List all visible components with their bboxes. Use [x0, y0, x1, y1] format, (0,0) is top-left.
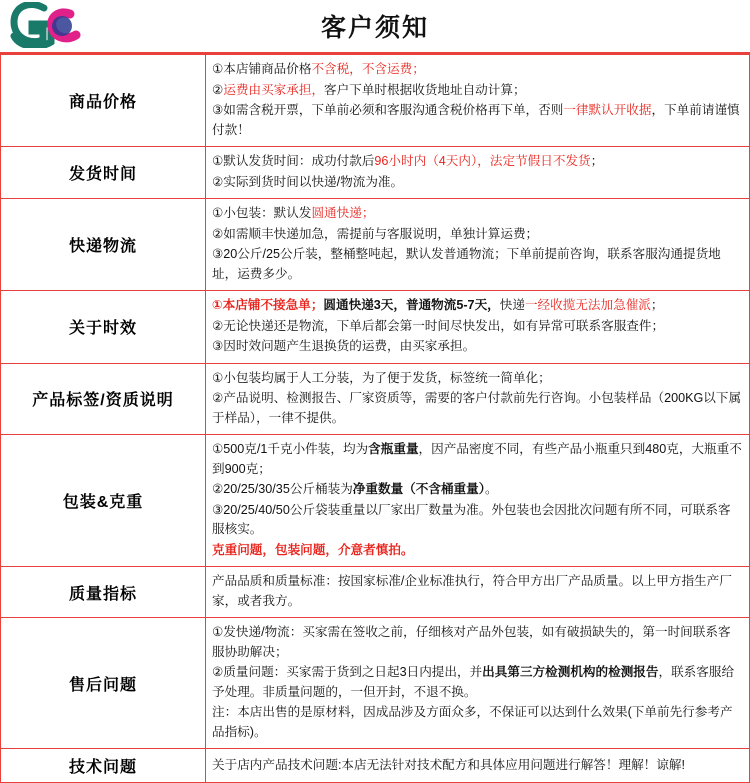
content-text: ①本店铺商品价格: [212, 62, 312, 76]
table-row: [1, 199, 750, 291]
content-line: [212, 756, 743, 776]
row-label: 发货时间: [1, 147, 206, 199]
content-text: 运费由买家承担，: [223, 82, 325, 97]
content-text: 出具第三方检测机构的检测报告: [482, 665, 659, 680]
row-label: 产品标签/资质说明: [1, 363, 206, 435]
content-text: ③20公斤/25公斤装，整桶整吨起，默认发普通物流；下单前提前咨询，联系客服沟通提货地址，运费多少。: [212, 247, 721, 281]
content-text: 圆通快递3天，普通物流5-7天，: [323, 298, 500, 313]
content-text: ①小包装：默认发: [212, 206, 312, 221]
content-text: ①本店铺不接急单；: [212, 298, 324, 313]
table-row: [1, 55, 750, 147]
row-content: [206, 567, 750, 618]
content-line: [212, 369, 743, 389]
content-text: ②如需顺丰快递加急，需提前与客服说明，单独计算运费；: [212, 226, 539, 241]
content-text: 含瓶重量: [368, 442, 419, 457]
content-text: ②20/25/30/35公斤桶装为: [212, 482, 353, 497]
content-text: 。: [485, 482, 498, 497]
content-text: 一律默认开收据: [563, 103, 652, 118]
content-text: ③20/25/40/50公斤袋装重量以厂家出厂数量为准。外包装也会因批次问题有所不同，可联系客服核实。: [212, 502, 731, 537]
content-line: [212, 152, 743, 172]
content-text: 净重数量（不含桶重量）: [352, 482, 486, 497]
table-row: [1, 749, 750, 783]
content-text: 注：本店出售的是原材料，因成品涉及方面众多，不保证可以达到什么效果(下单前先行参考产品指标)。: [212, 705, 733, 739]
content-text: ①发快递/物流：买家需在签收之前，仔细核对产品外包装，如有破损缺失的，第一时间联系客服协助解决；: [212, 625, 731, 659]
content-line: [212, 623, 743, 662]
table-row: [1, 618, 750, 749]
content-text: 快递: [499, 298, 525, 313]
row-label: 技术问题: [1, 749, 206, 783]
content-text: ③如需含税开票，下单前必须和客服沟通含税价格再下单，否则: [212, 103, 564, 118]
content-line: [212, 663, 743, 702]
content-text: ②: [212, 82, 224, 97]
content-text: 圆通快递；: [311, 206, 375, 221]
content-text: ，下单前请谨慎付款！: [212, 103, 740, 137]
content-text: ②无论快递还是物流，下单后都会第一时间尽快发出，如有异常可联系客服查件；: [212, 318, 665, 333]
row-label: 关于时效: [1, 291, 206, 364]
notice-table-body: [1, 55, 750, 783]
content-text: ，联系客服给予处理。非质量问题的，一但开封，不退不换。: [212, 665, 735, 699]
notice-table: [0, 54, 750, 783]
content-text: ①500克/1千克小件装，均为: [212, 442, 369, 457]
content-line: [212, 296, 743, 316]
content-text: 克重问题，包装问题，介意者慎拍。: [212, 542, 414, 557]
gc-logo-icon: [10, 2, 84, 48]
content-text: ；: [650, 298, 664, 313]
content-text: ②产品说明、检测报告、厂家资质等，需要的客户付款前先行咨询。小包装样品（200KG以下属于样品），一律不提供。: [212, 391, 742, 425]
content-line: [212, 317, 743, 337]
row-label: 包装&克重: [1, 435, 206, 567]
row-content: [206, 363, 750, 435]
row-content: [206, 749, 750, 783]
page-header: [0, 0, 750, 54]
content-line: [212, 204, 743, 224]
content-line: [212, 541, 743, 561]
content-line: [212, 572, 743, 611]
content-text: ②质量问题：买家需于货到之日起3日内提出，并: [212, 665, 483, 680]
row-content: [206, 291, 750, 364]
content-line: [212, 101, 743, 140]
content-line: [212, 501, 743, 540]
content-line: [212, 60, 743, 80]
content-line: [212, 225, 743, 245]
row-label: 质量指标: [1, 567, 206, 618]
content-text: 不含税，不含运费；: [311, 62, 425, 76]
content-text: ②实际到货时间以快递/物流为准。: [212, 174, 404, 189]
row-label: 商品价格: [1, 55, 206, 147]
content-text: 一经收揽无法加急催派: [524, 298, 651, 313]
content-text: ，因产品密度不同，有些产品小瓶重只到480克，大瓶重不到900克；: [212, 442, 742, 476]
row-content: [206, 147, 750, 199]
row-content: [206, 55, 750, 147]
content-text: 客户下单时根据收货地址自动计算；: [324, 82, 526, 97]
row-content: [206, 435, 750, 567]
table-row: [1, 147, 750, 199]
page-title: 客户须知: [320, 14, 429, 42]
content-line: [212, 480, 743, 500]
table-row: [1, 567, 750, 618]
content-line: [212, 81, 743, 101]
content-line: [212, 337, 743, 357]
table-row: [1, 435, 750, 567]
row-label: 售后问题: [1, 618, 206, 749]
content-text: 关于店内产品技术问题:本店无法针对技术配方和具体应用问题进行解答！理解！谅解!: [212, 757, 685, 772]
content-text: ①默认发货时间：成功付款后: [212, 154, 375, 169]
row-content: [206, 199, 750, 291]
content-text: ；: [590, 154, 604, 169]
content-text: ①小包装均属于人工分装，为了便于发货，标签统一简单化；: [212, 370, 551, 385]
content-line: [212, 389, 743, 428]
content-text: 产品品质和质量标准：按国家标准/企业标准执行，符合甲方出厂产品质量。以上甲方指生产厂家，或者我方。: [212, 574, 732, 608]
content-text: ③因时效问题产生退换货的运费，由买家承担。: [212, 339, 476, 354]
row-label: 快递物流: [1, 199, 206, 291]
row-content: [206, 618, 750, 749]
table-row: [1, 291, 750, 364]
content-line: [212, 703, 743, 742]
content-text: 96小时内（4天内），法定节假日不发货: [374, 154, 591, 169]
content-line: [212, 173, 743, 193]
content-line: [212, 245, 743, 284]
content-line: [212, 440, 743, 479]
table-row: [1, 363, 750, 435]
